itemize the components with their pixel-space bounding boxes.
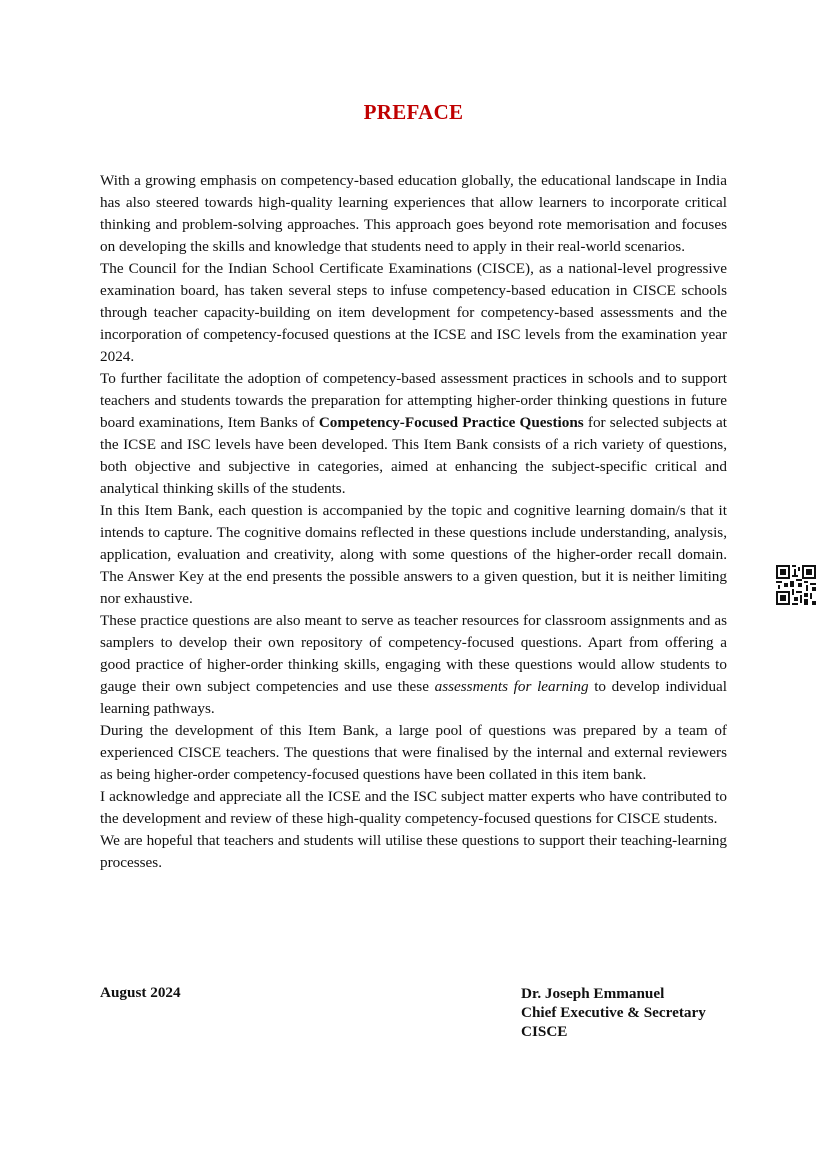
paragraph (100, 170, 727, 258)
paragraph (100, 786, 727, 830)
paragraph-text: During the development of this Item Bank, a large pool of questions was prepared by a team of experienced CISCE teachers. The questions that were finalised by the internal and external reviewers as being higher-order competency-focused questions have been collated in this item bank. (100, 722, 727, 783)
signature-block (521, 984, 706, 1041)
signatory-organisation: CISCE (521, 1023, 568, 1040)
paragraph-text: To further facilitate the adoption of competency-based assessment practices in schools and to support teachers and students towards the preparation for attempting higher-order thinking questions in future board examinations, Item Banks of (100, 370, 727, 431)
paragraph (100, 720, 727, 786)
signatory-designation: Chief Executive & Secretary (521, 1004, 706, 1021)
paragraph (100, 368, 727, 500)
paragraph-text: to develop individual learning pathways. (100, 678, 728, 717)
paragraph-text: With a growing emphasis on competency-based education globally, the educational landscape in India has also steered towards high-quality learning experiences that allow learners to incorporate critical thinking and problem-solving approaches. This approach goes beyond rote memorisation and focuses on developing the skills and knowledge that students need to apply in their real-world scenarios. (100, 172, 727, 255)
paragraph-text: In this Item Bank, each question is accompanied by the topic and cognitive learning domain/s that it intends to capture. The cognitive domains reflected in these questions include understanding, analysis, application, evaluation and creativity, along with some questions of the higher-order recall domain. The Answer Key at the end presents the possible answers to a given question, but it is neither limiting nor exhaustive. (100, 502, 727, 607)
paragraph-text: We are hopeful that teachers and students will utilise these questions to support their teaching-learning processes. (100, 832, 727, 871)
signatory-name: Dr. Joseph Emmanuel (521, 985, 665, 1002)
date: August 2024 (100, 984, 181, 1001)
paragraph (100, 258, 727, 368)
paragraph-text: I acknowledge and appreciate all the ICSE and the ISC subject matter experts who have contributed to the development and review of these high-quality competency-focused questions for CISCE students. (100, 788, 727, 827)
preface-body (100, 170, 727, 874)
page-title: PREFACE (363, 100, 464, 124)
bold-phrase: Competency-Focused Practice Questions (318, 414, 584, 431)
paragraph-text: These practice questions are also meant to serve as teacher resources for classroom assignments and as samplers to develop their own repository of competency-focused questions. Apart from offering a good practice of higher-order thinking skills, engaging with these questions would allow students to gauge their own subject competencies and use these (100, 612, 727, 695)
paragraph-text: for selected subjects at the ICSE and ISC levels have been developed. This Item Bank consists of a rich variety of questions, both objective and subjective in categories, aimed at enhancing the subject-specific critical and analytical thinking skills of the students. (100, 414, 728, 497)
italic-phrase: assessments for learning (434, 678, 589, 695)
paragraph (100, 830, 727, 874)
paragraph-text: The Council for the Indian School Certificate Examinations (CISCE), as a national-level progressive examination board, has taken several steps to infuse competency-based education in CISCE schools through teacher capacity-building on item development for competency-based assessments and the incorporation of competency-focused questions at the ICSE and ISC levels from the examination year 2024. (100, 260, 727, 365)
paragraph (100, 500, 727, 610)
qr-code-icon (776, 565, 816, 605)
paragraph (100, 610, 727, 720)
